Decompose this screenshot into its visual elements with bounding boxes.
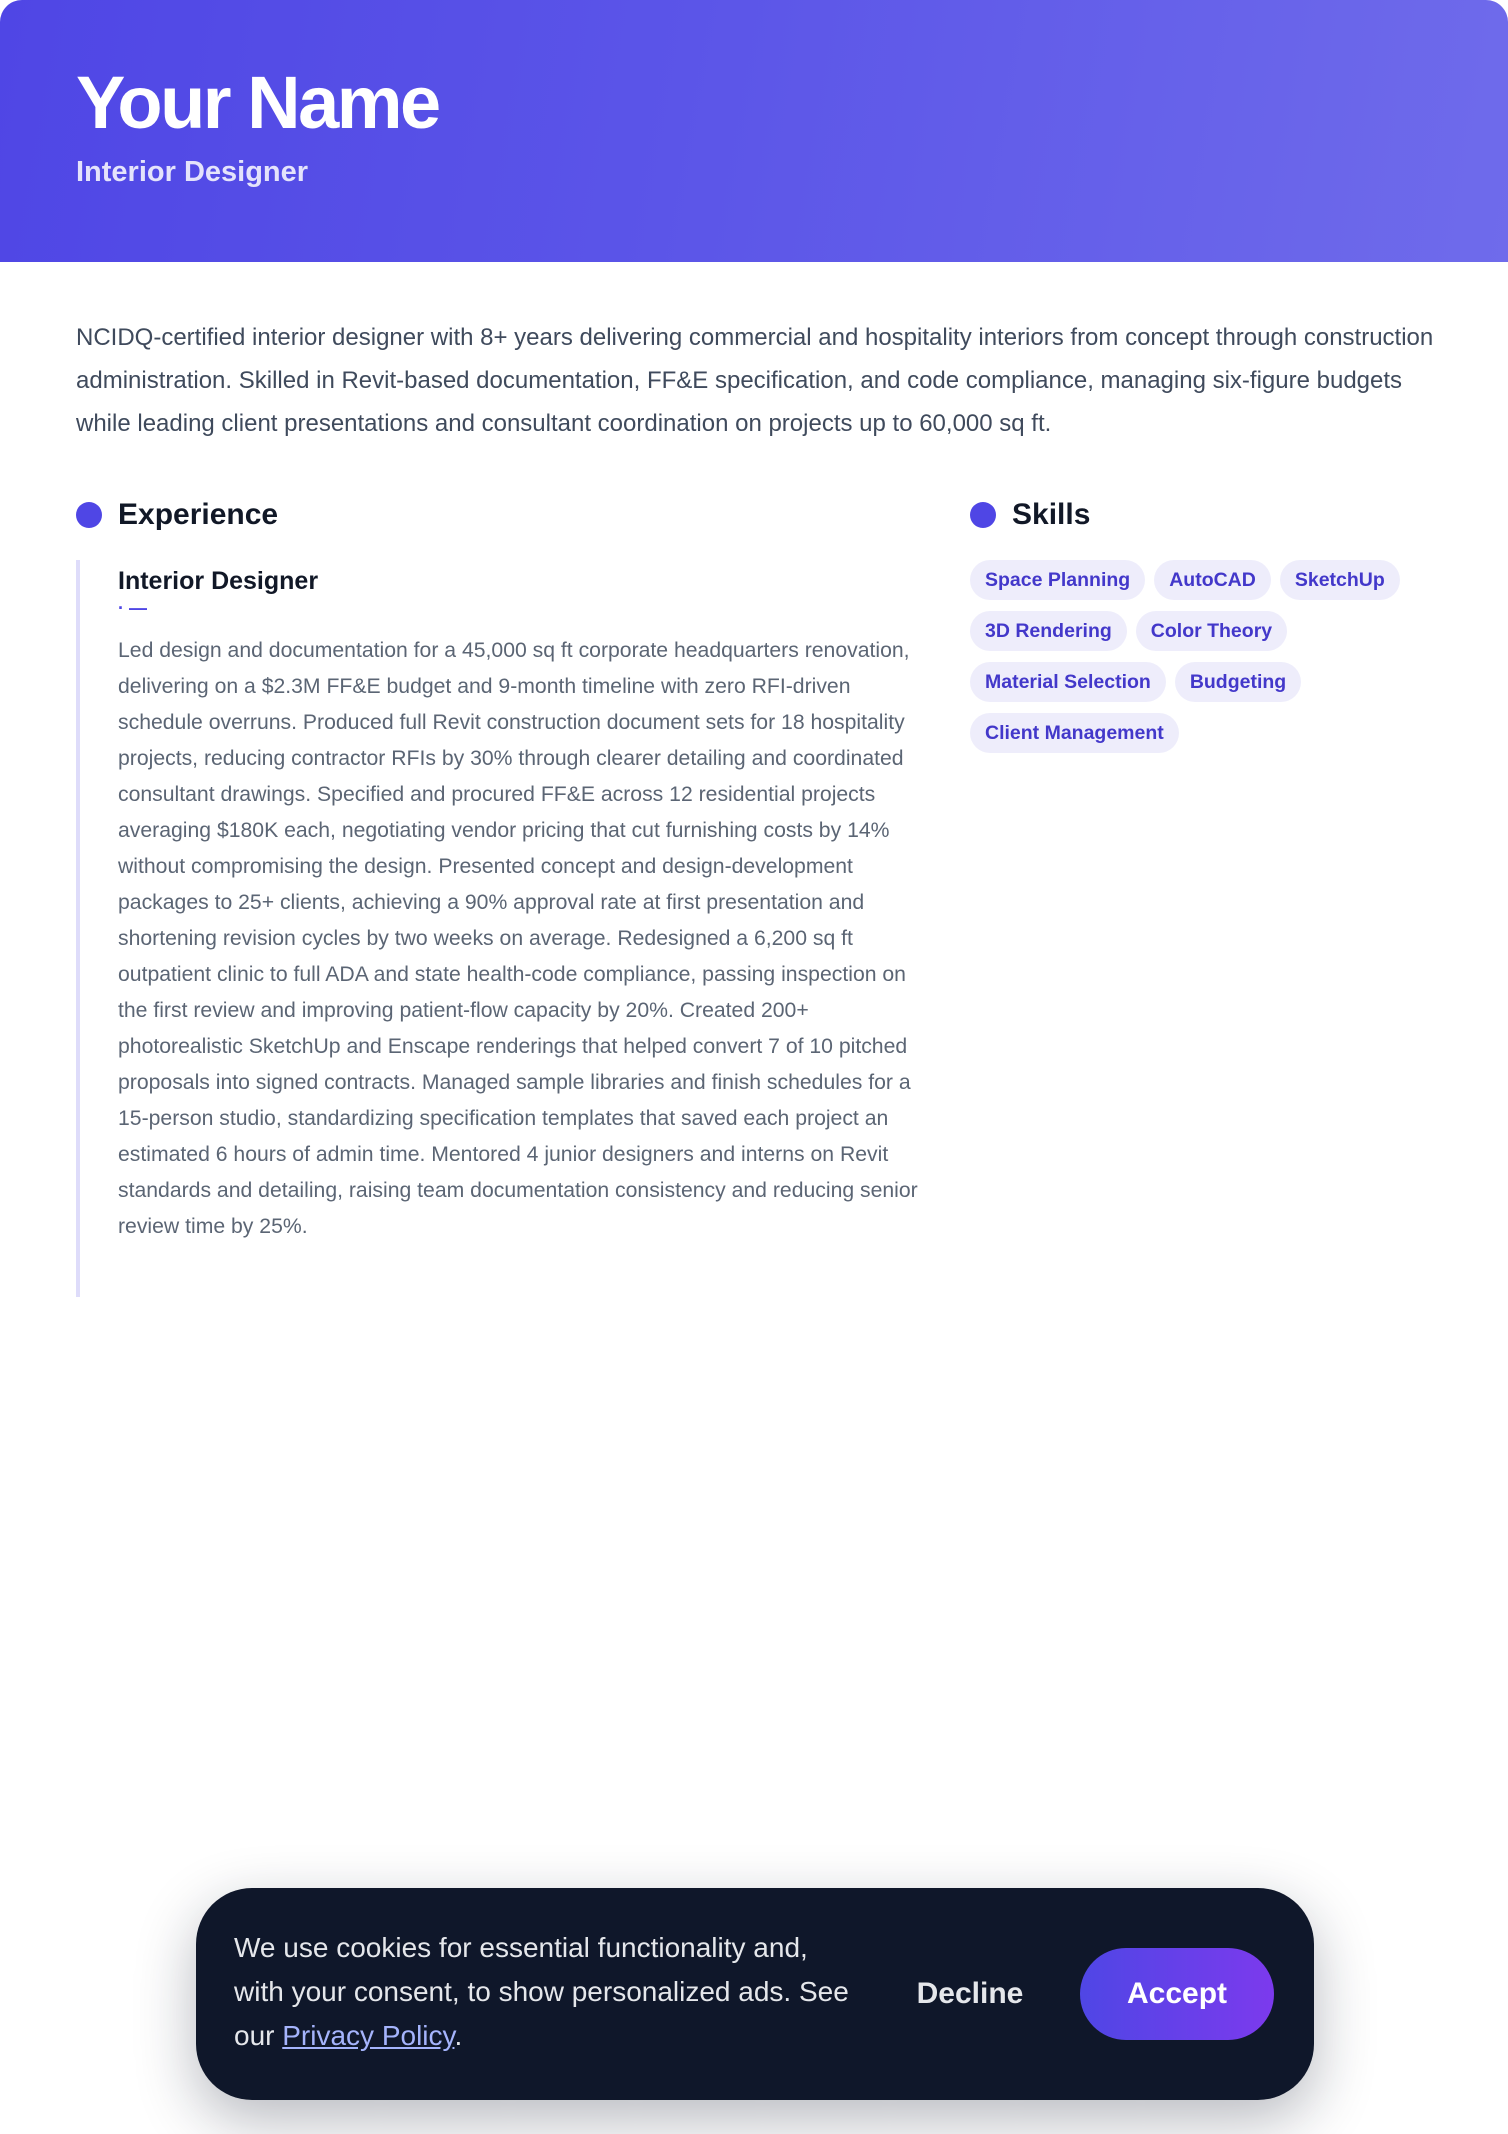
experience-heading: Experience [118, 498, 279, 531]
candidate-role: Interior Designer [76, 156, 309, 188]
skill-chip: Material Selection [970, 662, 1166, 702]
job-description: Led design and documentation for a 45,000 sq ft corporate headquarters renovation, delivering on a $2.3M FF&E budget and 9-month timeline with zero RFI-driven schedule overruns. Produced full Revit construction document sets for 18 hospitality projects, reducing contractor RFIs by 30% through clearer detailing and coordinated consultant drawings. Specified and procured FF&E across 12 residential projects averaging $180K each, negotiating vendor pricing that cut furnishing costs by 14% without compromising the design. Presented concept and design-development packages to 25+ clients, achieving a 90% approval rate at first presentation and shortening revision cycles by two weeks on average. Redesigned a 6,200 sq ft outpatient clinic to full ADA and state health-code compliance, passing inspection on the first review and improving patient-flow capacity by 20%. Created 200+ photorealistic SketchUp and Enscape renderings that helped convert 7 of 10 pitched proposals into signed contracts. Managed sample libraries and finish schedules for a 15-person studio, standardizing specification templates that saved each project an estimated 6 hours of admin time. Mentored 4 junior designers and interns on Revit standards and detailing, raising team documentation consistency and reducing senior review time by 25%. [118, 639, 918, 1238]
accept-button[interactable]: Accept [1080, 1948, 1274, 2040]
experience-entry [76, 560, 916, 1297]
skills-list [970, 560, 1410, 753]
skill-chip: 3D Rendering [970, 611, 1127, 651]
cookie-banner [196, 1888, 1314, 2100]
job-meta: · — [118, 598, 147, 618]
section-bullet-icon [76, 502, 102, 528]
professional-summary: NCIDQ-certified interior designer with 8+ years delivering commercial and hospitality interiors from concept through construction administration. Skilled in Revit-based documentation, FF&E specification, and code compliance, managing six-figure budgets while leading client presentations and consultant coordination on projects up to 60,000 sq ft. [76, 324, 1434, 437]
skills-section-title [970, 497, 1090, 533]
cookie-message [234, 1926, 854, 2058]
skill-chip: Space Planning [970, 560, 1145, 600]
experience-section-title [76, 497, 278, 533]
skill-chip: AutoCAD [1154, 560, 1271, 600]
skill-chip: SketchUp [1280, 560, 1400, 600]
decline-button[interactable]: Decline [900, 1966, 1040, 2022]
skill-chip: Color Theory [1136, 611, 1287, 651]
resume-header [0, 0, 1508, 262]
section-bullet-icon [970, 502, 996, 528]
privacy-policy-link[interactable]: Privacy Policy [282, 2020, 455, 2051]
skill-chip: Budgeting [1175, 662, 1301, 702]
cookie-message-end: . [454, 2020, 463, 2051]
skill-chip: Client Management [970, 713, 1179, 753]
candidate-name: Your Name [76, 61, 439, 144]
skills-heading: Skills [1012, 498, 1091, 531]
job-title: Interior Designer [118, 567, 319, 595]
cookie-message-text: We use cookies for essential functionality and, with your consent, to show personalized ads. See our [234, 1932, 849, 2051]
